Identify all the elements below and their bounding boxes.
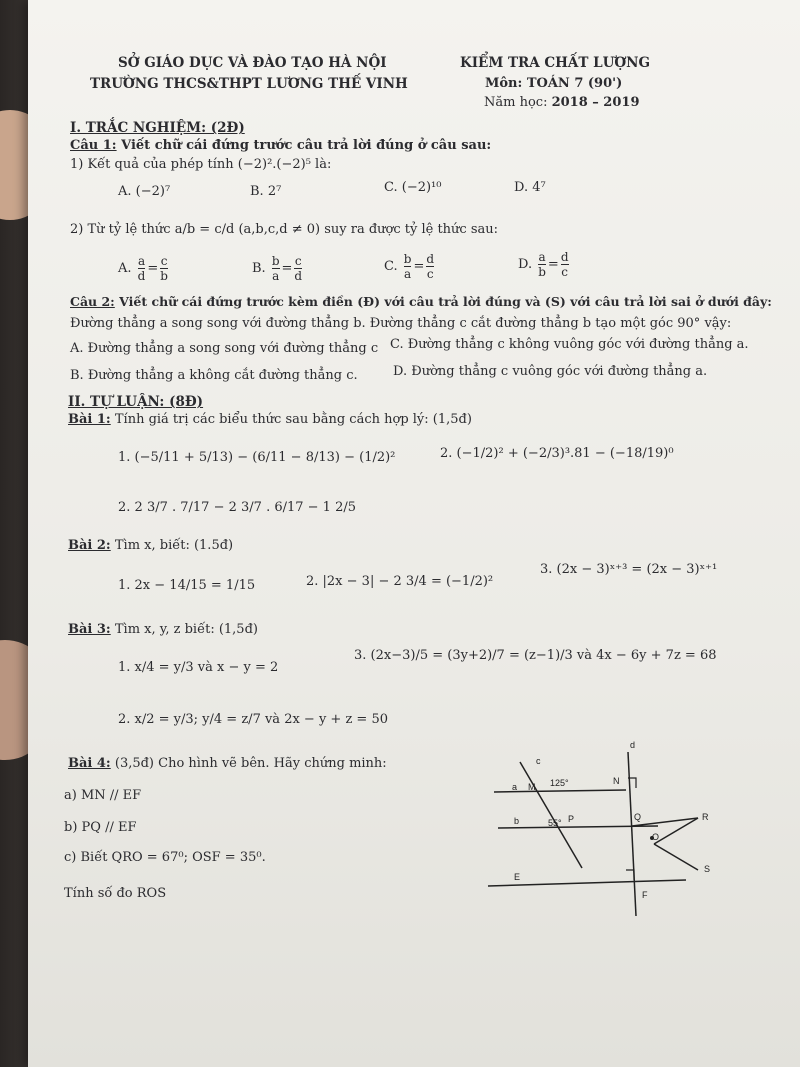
label-p: P bbox=[568, 814, 575, 824]
q1-1-opt-a: A. (−2)⁷ bbox=[118, 184, 171, 199]
b2-text: Tìm x, biết: (1.5đ) bbox=[110, 538, 234, 553]
line-d bbox=[628, 752, 636, 916]
label-e: E bbox=[514, 872, 521, 882]
q2-opt-a: A. Đường thẳng a song song với đường thẳng c bbox=[70, 341, 379, 356]
q1-1-opt-c: C. (−2)¹⁰ bbox=[384, 180, 442, 195]
b2-expr-3: 3. (2x − 3)ˣ⁺³ = (2x − 3)ˣ⁺¹ bbox=[540, 562, 718, 577]
b2-label: Bài 2: bbox=[68, 538, 111, 553]
q2-opt-b: B. Đường thẳng a không cắt đường thẳng c. bbox=[70, 368, 358, 383]
b4-b: b) PQ // EF bbox=[64, 820, 137, 835]
b2-heading bbox=[68, 538, 233, 553]
q1-2-opt-d-label: D. bbox=[518, 257, 533, 272]
q1-2-opt-a: A. $\frac{a}{d}$ = $\frac{c}{b}$ bbox=[118, 254, 168, 283]
q2-stem: Đường thẳng a song song với đường thẳng b. Đường thẳng c cắt đường thẳng b tạo một góc 90° vậy: bbox=[70, 316, 732, 331]
q1-heading bbox=[70, 138, 491, 153]
b3-expr-3: 3. (2x−3)/5 = (3y+2)/7 = (z−1)/3 và 4x − 6y + 7z = 68 bbox=[354, 648, 717, 663]
b4-d: Tính số đo ROS bbox=[64, 886, 167, 901]
label-a: a bbox=[512, 782, 518, 792]
label-c: c bbox=[536, 756, 541, 766]
label-n: N bbox=[613, 776, 620, 786]
q2-opt-d: D. Đường thẳng c vuông góc với đường thẳng a. bbox=[393, 364, 708, 379]
year-label: Năm học: bbox=[484, 95, 552, 110]
b2-expr-1: 1. 2x − 14/15 = 1/15 bbox=[118, 578, 256, 593]
q2-opt-c: C. Đường thẳng c không vuông góc với đường thẳng a. bbox=[390, 337, 749, 352]
b3-heading bbox=[68, 622, 258, 637]
q1-1-opt-d: D. 4⁷ bbox=[514, 180, 546, 195]
b4-c: c) Biết QRO = 67⁰; OSF = 35⁰. bbox=[64, 850, 266, 865]
exam-paper bbox=[28, 0, 800, 1067]
dept-title: SỞ GIÁO DỤC VÀ ĐÀO TẠO HÀ NỘI bbox=[118, 55, 387, 71]
q1-2-stem: 2) Từ tỷ lệ thức a/b = c/d (a,b,c,d ≠ 0) suy ra được tỷ lệ thức sau: bbox=[70, 222, 499, 237]
q1-label: Câu 1: bbox=[70, 138, 117, 153]
label-q: Q bbox=[634, 812, 642, 822]
q1-2-opt-b-label: B. bbox=[252, 261, 266, 276]
label-r: R bbox=[702, 812, 709, 822]
q1-2-opt-c-label: C. bbox=[384, 259, 398, 274]
b1-expr-1: 1. (−5/11 + 5/13) − (6/11 − 8/13) − (1/2)² bbox=[118, 450, 396, 465]
q2-text: Viết chữ cái đứng trước kèm điền (Đ) với câu trả lời đúng và (S) với câu trả lời sai ở dưới đây: bbox=[114, 294, 772, 309]
q1-2-opt-d: D. $\frac{a}{b}$ = $\frac{d}{c}$ bbox=[518, 250, 569, 279]
b1-expr-3: 2. 2 3/7 . 7/17 − 2 3/7 . 6/17 − 1 2/5 bbox=[118, 500, 357, 515]
label-d: d bbox=[630, 740, 636, 750]
q2-label: Câu 2: bbox=[70, 294, 115, 309]
b3-expr-1: 1. x/4 = y/3 và x − y = 2 bbox=[118, 660, 279, 675]
label-b: b bbox=[514, 816, 520, 826]
subject: Môn: TOÁN 7 (90') bbox=[485, 76, 623, 91]
q1-text: Viết chữ cái đứng trước câu trả lời đúng ở câu sau: bbox=[116, 138, 492, 153]
right-angle-f bbox=[626, 870, 634, 880]
b1-heading bbox=[68, 412, 472, 427]
b1-text: Tính giá trị các biểu thức sau bằng cách hợp lý: (1,5đ) bbox=[110, 412, 472, 427]
q2-heading bbox=[70, 294, 772, 309]
label-angle-55: 55° bbox=[548, 818, 562, 828]
exam-title: KIỂM TRA CHẤT LƯỢNG bbox=[460, 55, 651, 71]
b4-a: a) MN // EF bbox=[64, 788, 142, 803]
q1-2-opt-c: C. $\frac{b}{a}$ = $\frac{d}{c}$ bbox=[384, 252, 435, 281]
year-value: 2018 – 2019 bbox=[551, 95, 640, 110]
q1-1-opt-b: B. 2⁷ bbox=[250, 184, 282, 199]
b4-heading bbox=[68, 756, 387, 771]
segment-qr bbox=[632, 818, 698, 826]
q1-2-opt-a-label: A. bbox=[118, 261, 132, 276]
school-title: TRƯỜNG THCS&THPT LƯƠNG THẾ VINH bbox=[90, 76, 408, 92]
label-angle-125: 125° bbox=[550, 778, 569, 788]
label-s: S bbox=[704, 864, 711, 874]
part1-title: I. TRẮC NGHIỆM: (2Đ) bbox=[70, 120, 245, 136]
label-o: O bbox=[652, 832, 660, 842]
b1-label: Bài 1: bbox=[68, 412, 111, 427]
geometry-figure bbox=[476, 738, 726, 923]
q1-1-stem: 1) Kết quả của phép tính (−2)².(−2)⁵ là: bbox=[70, 157, 332, 172]
school-year bbox=[484, 95, 640, 110]
b4-label: Bài 4: bbox=[68, 756, 111, 771]
b3-text: Tìm x, y, z biết: (1,5đ) bbox=[110, 622, 258, 637]
label-f: F bbox=[642, 890, 648, 900]
q1-2-opt-b: B. $\frac{b}{a}$ = $\frac{c}{d}$ bbox=[252, 254, 303, 283]
b4-text: (3,5đ) Cho hình vẽ bên. Hãy chứng minh: bbox=[110, 756, 387, 771]
label-m: M bbox=[528, 782, 536, 792]
b2-expr-2: 2. |2x − 3| − 2 3/4 = (−1/2)² bbox=[306, 574, 494, 589]
part2-title: II. TỰ LUẬN: (8Đ) bbox=[68, 394, 204, 410]
b3-label: Bài 3: bbox=[68, 622, 111, 637]
b3-expr-2: 2. x/2 = y/3; y/4 = z/7 và 2x − y + z = 50 bbox=[118, 712, 389, 727]
segment-os bbox=[654, 844, 698, 870]
b1-expr-2: 2. (−1/2)² + (−2/3)³.81 − (−18/19)⁰ bbox=[440, 446, 674, 461]
